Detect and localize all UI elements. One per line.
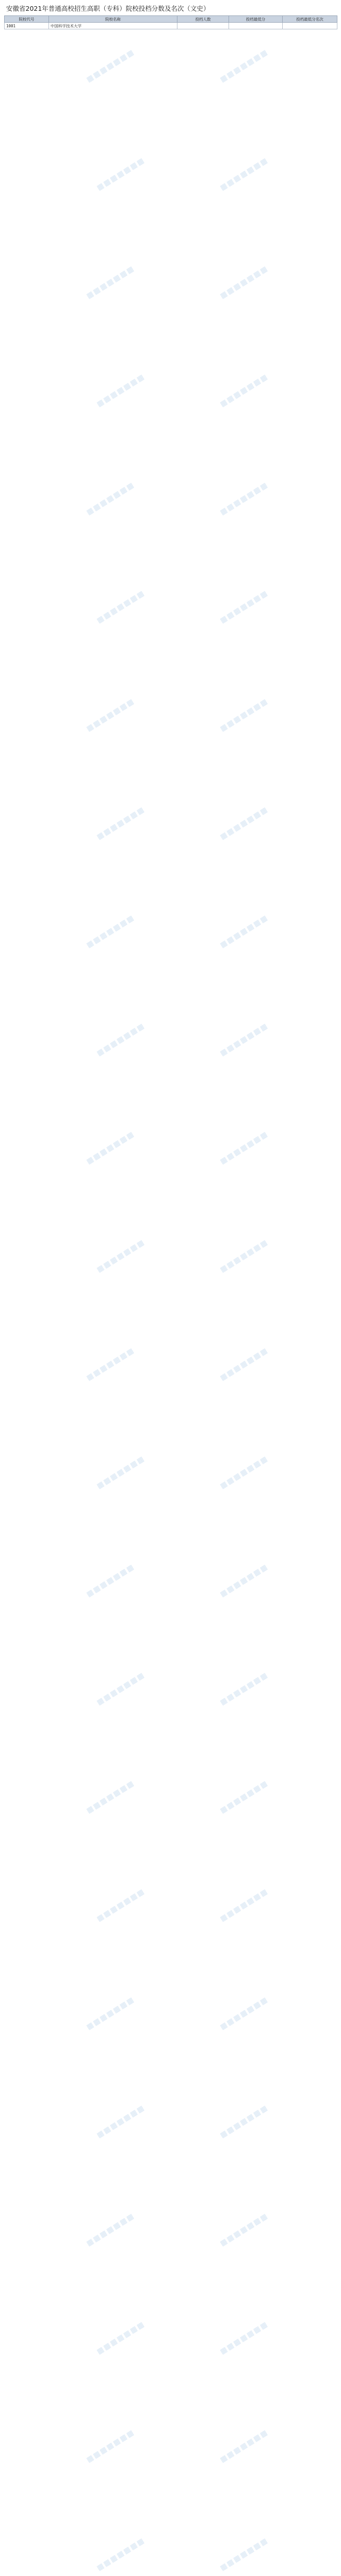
watermark-mark: ▦▦▦▦▦▦▦: [95, 2536, 147, 2573]
document-title: 安徽省2021年普通高校招生高职（专科）院校投档分数及名次（文史）: [6, 5, 210, 12]
watermark-mark: ▦▦▦▦▦▦▦: [95, 1238, 147, 1275]
watermark-mark: ▦▦▦▦▦▦▦: [218, 2319, 270, 2357]
watermark-mark: ▦▦▦▦▦▦▦: [218, 588, 270, 625]
cell-min-score: [229, 23, 283, 29]
watermark-mark: ▦▦▦▦▦▦▦: [218, 1562, 270, 1599]
watermark-mark: ▦▦▦▦▦▦▦: [218, 2536, 270, 2573]
table-row: [5, 23, 337, 29]
watermark-mark: ▦▦▦▦▦▦▦: [218, 372, 270, 409]
watermark-mark: ▦▦▦▦▦▦▦: [85, 480, 137, 517]
watermark-mark: ▦▦▦▦▦▦▦: [85, 1778, 137, 1816]
watermark-mark: ▦▦▦▦▦▦▦: [85, 1129, 137, 1166]
watermark-mark: ▦▦▦▦▦▦▦: [85, 264, 137, 301]
watermark-mark: ▦▦▦▦▦▦▦: [218, 2211, 270, 2248]
cell-admitted-count: [177, 23, 229, 29]
watermark-mark: ▦▦▦▦▦▦▦: [85, 1995, 137, 2032]
watermark-mark: ▦▦▦▦▦▦▦: [85, 47, 137, 84]
cell-min-score-rank: [283, 23, 337, 29]
watermark-mark: ▦▦▦▦▦▦▦: [85, 2211, 137, 2248]
watermark-mark: ▦▦▦▦▦▦▦: [85, 697, 137, 734]
watermark-mark: ▦▦▦▦▦▦▦: [218, 1346, 270, 1383]
watermark-mark: ▦▦▦▦▦▦▦: [218, 1454, 270, 1491]
watermark-mark: ▦▦▦▦▦▦▦: [95, 2319, 147, 2357]
column-header-school-name: 院校名称: [49, 16, 177, 23]
watermark-mark: ▦▦▦▦▦▦▦: [218, 805, 270, 842]
watermark-mark: ▦▦▦▦▦▦▦: [95, 2103, 147, 2140]
watermark-mark: ▦▦▦▦▦▦▦: [218, 1238, 270, 1275]
watermark-mark: ▦▦▦▦▦▦▦: [218, 1670, 270, 1707]
cell-school-code: 1001: [5, 23, 49, 29]
watermark-mark: ▦▦▦▦▦▦▦: [218, 913, 270, 950]
watermark-mark: ▦▦▦▦▦▦▦: [85, 913, 137, 950]
watermark-mark: ▦▦▦▦▦▦▦: [95, 156, 147, 193]
watermark-mark: ▦▦▦▦▦▦▦: [218, 1021, 270, 1058]
watermark-mark: ▦▦▦▦▦▦▦: [218, 2103, 270, 2140]
admission-score-table: [4, 15, 337, 29]
watermark-mark: ▦▦▦▦▦▦▦: [95, 1454, 147, 1491]
watermark-mark: ▦▦▦▦▦▦▦: [218, 697, 270, 734]
watermark-mark: ▦▦▦▦▦▦▦: [95, 372, 147, 409]
watermark-mark: ▦▦▦▦▦▦▦: [218, 156, 270, 193]
watermark-mark: ▦▦▦▦▦▦▦: [85, 1562, 137, 1599]
column-header-min-score: 投档最低分: [229, 16, 283, 23]
table-header-row: [5, 16, 337, 23]
watermark-mark: ▦▦▦▦▦▦▦: [218, 1778, 270, 1816]
watermark-mark: ▦▦▦▦▦▦▦: [218, 1129, 270, 1166]
table-body: [5, 23, 337, 29]
watermark-mark: ▦▦▦▦▦▦▦: [85, 2428, 137, 2465]
column-header-admitted-count: 投档人数: [177, 16, 229, 23]
watermark-mark: ▦▦▦▦▦▦▦: [218, 2428, 270, 2465]
watermark-mark: ▦▦▦▦▦▦▦: [95, 805, 147, 842]
column-header-school-code: 院校代号: [5, 16, 49, 23]
watermark-mark: ▦▦▦▦▦▦▦: [85, 1346, 137, 1383]
watermark-mark: ▦▦▦▦▦▦▦: [218, 47, 270, 84]
watermark-mark: ▦▦▦▦▦▦▦: [95, 1670, 147, 1707]
watermark-mark: ▦▦▦▦▦▦▦: [95, 1887, 147, 1924]
watermark-mark: ▦▦▦▦▦▦▦: [95, 1021, 147, 1058]
watermark-mark: ▦▦▦▦▦▦▦: [218, 264, 270, 301]
cell-school-name: 中国科学技术大学: [49, 23, 177, 29]
column-header-min-score-rank: 投档最低分名次: [283, 16, 337, 23]
watermark-mark: ▦▦▦▦▦▦▦: [95, 588, 147, 625]
table-container: [0, 15, 341, 29]
watermark-mark: ▦▦▦▦▦▦▦: [218, 1887, 270, 1924]
watermark-mark: ▦▦▦▦▦▦▦: [218, 480, 270, 517]
watermark-mark: ▦▦▦▦▦▦▦: [218, 1995, 270, 2032]
